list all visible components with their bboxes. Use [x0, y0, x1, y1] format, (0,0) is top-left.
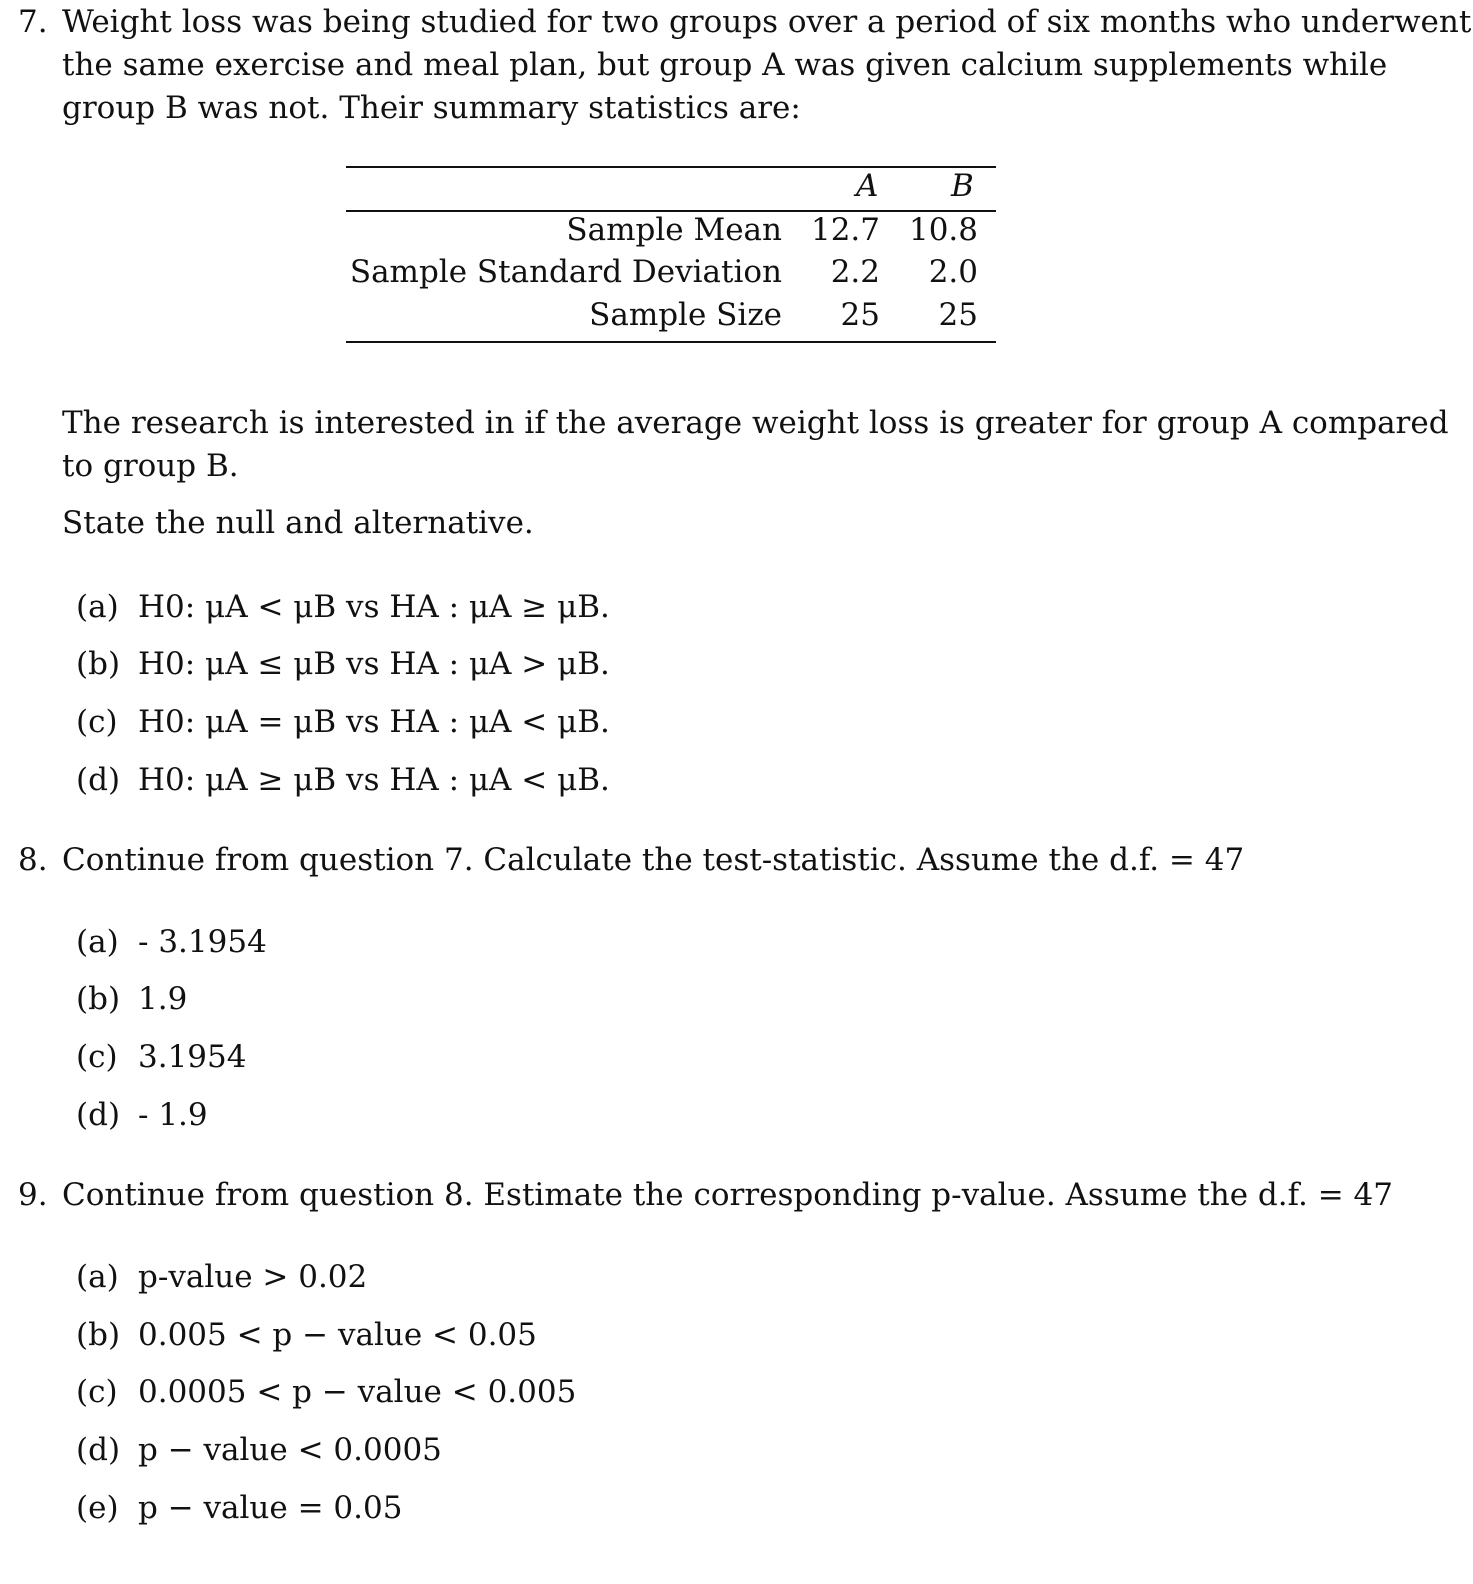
option-label: (c) [76, 1374, 118, 1410]
option-label: (a) [76, 924, 119, 960]
option-label: (e) [76, 1490, 119, 1526]
option-text: - 1.9 [138, 1097, 208, 1133]
row-label-mean: Sample Mean [566, 212, 782, 248]
option-text: 1.9 [138, 981, 188, 1017]
q7-option-c[interactable] [76, 704, 610, 740]
row-label-sd: Sample Standard Deviation [349, 254, 782, 290]
q8-text: Continue from question 7. Calculate the test-statistic. Assume the d.f. = 47 [62, 842, 1245, 878]
q7-option-d[interactable] [76, 762, 610, 798]
table-top-rule [346, 166, 996, 168]
q9-option-c[interactable] [76, 1374, 576, 1410]
option-label: (b) [76, 1317, 121, 1353]
q9-option-b[interactable] [76, 1317, 537, 1353]
option-label: (b) [76, 981, 121, 1017]
option-label: (a) [76, 589, 119, 625]
option-label: (a) [76, 1259, 119, 1295]
option-text: H0: μA < μB vs HA : μA ≥ μB. [138, 589, 610, 625]
header-a: A [856, 168, 879, 204]
q8-option-b[interactable] [76, 981, 187, 1017]
intro-line-2: the same exercise and meal plan, but group A was given calcium supplements while [62, 47, 1388, 83]
option-label: (b) [76, 646, 121, 682]
option-text: H0: μA ≤ μB vs HA : μA > μB. [138, 646, 610, 682]
q9-option-a[interactable] [76, 1259, 367, 1295]
option-text: 0.005 < p − value < 0.05 [138, 1317, 537, 1353]
q9-text: Continue from question 8. Estimate the corresponding p-value. Assume the d.f. = 47 [62, 1177, 1393, 1213]
q7-option-a[interactable] [76, 589, 610, 625]
intro-line-3: group B was not. Their summary statistics are: [62, 90, 801, 126]
cell-mean-a: 12.7 [810, 212, 880, 248]
option-text: p-value > 0.02 [138, 1259, 368, 1295]
option-text: 3.1954 [138, 1039, 247, 1075]
option-text: 0.0005 < p − value < 0.005 [138, 1374, 577, 1410]
option-label: (c) [76, 704, 118, 740]
intro-line-1: Weight loss was being studied for two groups over a period of six months who underwent [62, 4, 1472, 40]
q8-option-d[interactable] [76, 1097, 208, 1133]
q7-option-b[interactable] [76, 646, 610, 682]
option-text: p − value = 0.05 [138, 1490, 403, 1526]
option-label: (d) [76, 1097, 121, 1133]
table-bottom-rule [346, 341, 996, 343]
research-line-2: to group B. [62, 448, 239, 484]
q9-option-d[interactable] [76, 1432, 442, 1468]
cell-sd-b: 2.0 [928, 254, 978, 290]
option-text: H0: μA ≥ μB vs HA : μA < μB. [138, 762, 610, 798]
q9-option-e[interactable] [76, 1490, 402, 1526]
q8-option-a[interactable] [76, 924, 267, 960]
option-text: - 3.1954 [138, 924, 267, 960]
header-b: B [951, 168, 974, 204]
option-text: p − value < 0.0005 [138, 1432, 442, 1468]
option-label: (c) [76, 1039, 118, 1075]
question-number: 9. [18, 1177, 48, 1213]
row-label-size: Sample Size [589, 297, 782, 333]
cell-size-a: 25 [840, 297, 880, 333]
cell-mean-b: 10.8 [908, 212, 978, 248]
q7-prompt: State the null and alternative. [62, 505, 534, 541]
cell-sd-a: 2.2 [830, 254, 880, 290]
cell-size-b: 25 [938, 297, 978, 333]
question-number: 8. [18, 842, 48, 878]
option-label: (d) [76, 1432, 121, 1468]
research-line-1: The research is interested in if the average weight loss is greater for group A compared [62, 405, 1449, 441]
option-label: (d) [76, 762, 121, 798]
option-text: H0: μA = μB vs HA : μA < μB. [138, 704, 610, 740]
q8-option-c[interactable] [76, 1039, 246, 1075]
question-number: 7. [18, 4, 48, 40]
